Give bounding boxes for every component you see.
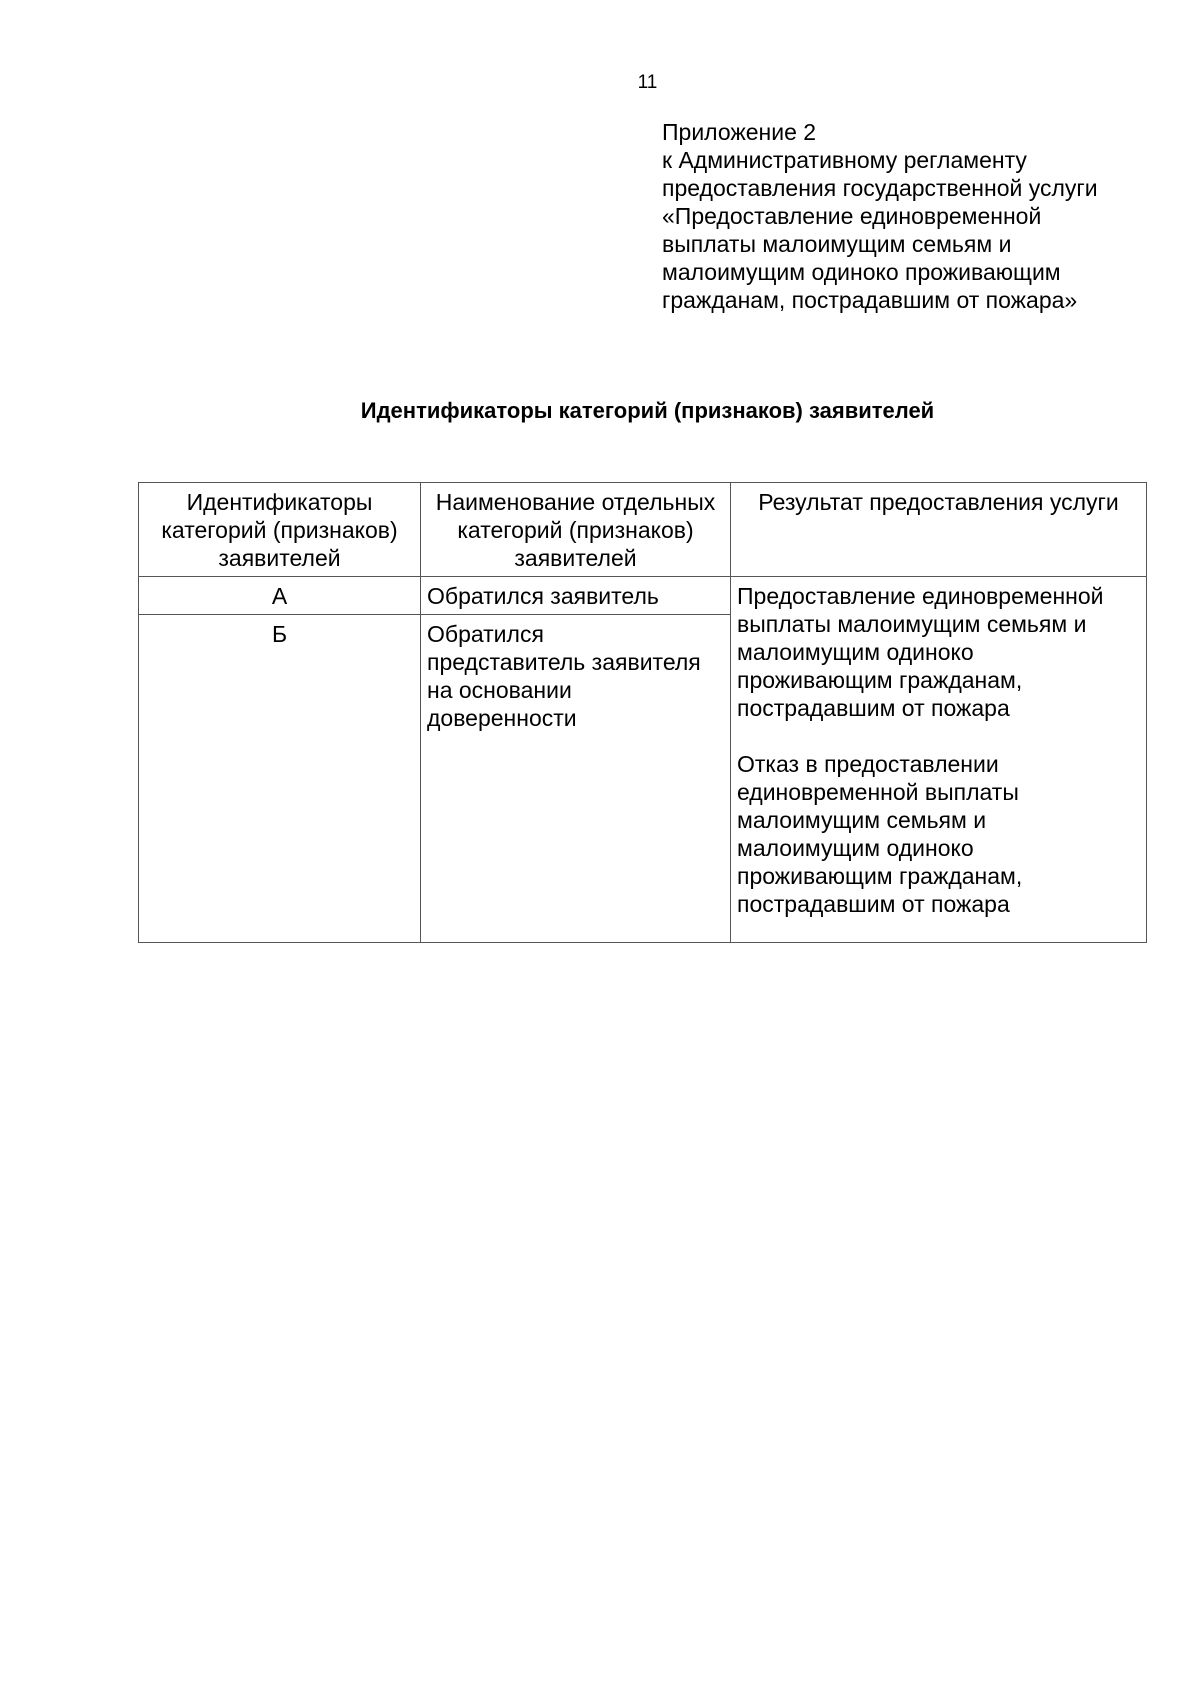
row-id-cell: А <box>139 577 421 615</box>
categories-table <box>138 482 1147 943</box>
result-line: единовременной выплаты <box>737 779 1019 805</box>
table-row <box>139 577 1147 615</box>
cell-line: представитель заявителя <box>427 649 701 675</box>
result-line: проживающим гражданам, <box>737 667 1023 693</box>
header-line: заявителей <box>514 545 637 571</box>
header-line: Наименование отдельных <box>435 489 716 515</box>
row-name-cell <box>421 577 731 615</box>
row-name-cell <box>421 615 731 943</box>
header-cell-result <box>731 483 1147 577</box>
header-line: заявителей <box>218 545 341 571</box>
page-number: 11 <box>637 72 658 93</box>
header-line: категорий (признаков) <box>161 517 398 543</box>
appendix-line: Приложение 2 <box>662 119 817 145</box>
row-id-cell: Б <box>139 615 421 943</box>
result-line: пострадавшим от пожара <box>737 695 1010 721</box>
result-line: пострадавшим от пожара <box>737 891 1010 917</box>
cell-line: Обратился заявитель <box>427 583 659 609</box>
result-line: малоимущим одиноко <box>737 639 974 665</box>
result-line: малоимущим семьям и <box>737 807 987 833</box>
result-line: Отказ в предоставлении <box>737 751 999 777</box>
result-cell <box>731 577 1147 943</box>
header-line: Результат предоставления услуги <box>758 489 1119 515</box>
cell-line: доверенности <box>427 705 577 731</box>
appendix-line: малоимущим одиноко проживающим <box>662 259 1061 285</box>
result-line: Предоставление единовременной <box>737 583 1104 609</box>
result-line: проживающим гражданам, <box>737 863 1023 889</box>
header-line: Идентификаторы <box>186 489 373 515</box>
result-line: малоимущим одиноко <box>737 835 974 861</box>
result-line: выплаты малоимущим семьям и <box>737 611 1087 637</box>
header-cell-identifiers <box>139 483 421 577</box>
appendix-line: «Предоставление единовременной <box>662 203 1042 229</box>
header-line: категорий (признаков) <box>457 517 694 543</box>
appendix-line: гражданам, пострадавшим от пожара» <box>662 287 1078 313</box>
table-header-row <box>139 483 1147 577</box>
appendix-line: предоставления государственной услуги <box>662 175 1098 201</box>
appendix-header <box>662 118 1182 314</box>
cell-line: Обратился <box>427 621 544 647</box>
cell-line: на основании <box>427 677 572 703</box>
paragraph-gap <box>737 722 1140 750</box>
appendix-line: к Административному регламенту <box>662 147 1027 173</box>
document-title: Идентификаторы категорий (признаков) заявителей <box>360 398 935 423</box>
header-cell-category-names <box>421 483 731 577</box>
appendix-line: выплаты малоимущим семьям и <box>662 231 1012 257</box>
